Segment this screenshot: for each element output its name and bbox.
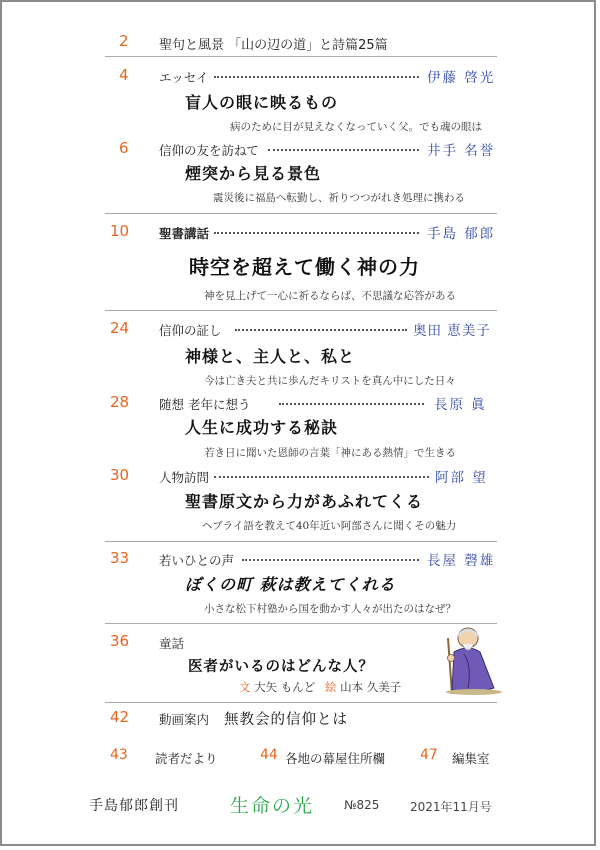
- credit-text-name: 大矢 もんど: [254, 680, 316, 694]
- entry-36-title[interactable]: 医者がいるのはどんな人？: [188, 659, 374, 675]
- credit-art-name: 山本 久美子: [340, 680, 402, 694]
- entry-28-category: 随想 老年に想う: [159, 397, 251, 412]
- entry-36-credits: [239, 679, 401, 695]
- entry-10-author: 手島 郁郎: [427, 226, 496, 242]
- entry-30-subtitle: ヘブライ語を教えて40年近い阿部さんに聞くその魅力: [202, 520, 457, 532]
- entry-30-author: 阿部 望: [435, 470, 488, 486]
- entry-4-author: 伊藤 啓光: [427, 70, 496, 86]
- leader-dots: [214, 76, 419, 78]
- page-number-2: 2: [119, 32, 129, 50]
- entry-36-category: 童話: [159, 636, 185, 651]
- entry-44-title[interactable]: 各地の幕屋住所欄: [285, 751, 386, 766]
- entry-28-subtitle: 若き日に聞いた恩師の言葉「神にある熱情」で生きる: [204, 447, 456, 459]
- page-number-24: 24: [110, 319, 130, 337]
- elderly-man-with-staff-illustration: [434, 622, 504, 696]
- entry-10-category: 聖書講話: [159, 226, 210, 241]
- entry-2-title[interactable]: 聖句と風景 「山の辺の道」と詩篇25篇: [159, 38, 388, 53]
- entry-47-title[interactable]: 編集室: [452, 751, 490, 766]
- page-number-44: 44: [260, 747, 278, 763]
- leader-dots: [214, 476, 429, 478]
- entry-4-title[interactable]: 盲人の眼に映るもの: [185, 93, 339, 112]
- entry-24-title[interactable]: 神様と、主人と、私と: [185, 347, 356, 366]
- issue-number: №825: [344, 798, 380, 812]
- leader-dots: [214, 232, 419, 234]
- credit-art-label: 絵: [324, 680, 337, 694]
- leader-dots: [235, 329, 407, 331]
- entry-28-author: 長原 眞: [434, 397, 487, 413]
- entry-43-title[interactable]: 読者だより: [155, 751, 218, 766]
- entry-42-title[interactable]: 無教会的信仰とは: [224, 712, 348, 728]
- leader-dots: [268, 149, 419, 151]
- entry-10-subtitle: 神を見上げて一心に祈るならば、不思議な応答がある: [204, 290, 456, 302]
- entry-33-title[interactable]: ぼくの町 萩は教えてくれる: [185, 575, 396, 594]
- page-number-43: 43: [110, 747, 128, 763]
- divider: [105, 310, 497, 311]
- entry-24-category: 信仰の証し: [159, 323, 222, 338]
- leader-dots: [279, 403, 424, 405]
- page-number-6: 6: [119, 139, 129, 157]
- entry-42-category: 動画案内: [159, 712, 210, 727]
- entry-6-category: 信仰の友を訪ねて: [159, 143, 259, 158]
- divider: [105, 56, 497, 57]
- page-number-4: 4: [119, 66, 129, 84]
- entry-33-category: 若いひとの声: [159, 553, 235, 568]
- entry-28-title[interactable]: 人生に成功する秘訣: [185, 418, 339, 437]
- page-number-42: 42: [110, 708, 130, 726]
- founder-credit: 手島郁郎創刊: [89, 798, 179, 814]
- page-number-47: 47: [420, 747, 438, 763]
- entry-4-category: エッセイ: [159, 70, 209, 85]
- entry-6-title[interactable]: 煙突から見る景色: [185, 164, 322, 183]
- page-number-36: 36: [110, 632, 130, 650]
- issue-date: 2021年11月号: [410, 800, 492, 814]
- page-number-33: 33: [110, 549, 130, 567]
- divider: [105, 702, 497, 703]
- divider: [105, 541, 497, 542]
- entry-10-title[interactable]: 時空を超えて働く神の力: [189, 255, 420, 279]
- entry-33-subtitle: 小さな松下村塾から国を動かす人々が出たのはなぜ？: [204, 603, 456, 615]
- entry-30-title[interactable]: 聖書原文から力があふれてくる: [185, 492, 424, 511]
- entry-6-subtitle: 震災後に福島へ転勤し、祈りつつがれき処理に携わる: [213, 192, 465, 204]
- entry-33-author: 長屋 磬雄: [427, 553, 496, 569]
- entry-24-author: 奥田 恵美子: [413, 323, 491, 339]
- entry-4-subtitle: 病のために目が見えなくなっていく父。でも魂の眼は: [230, 121, 482, 133]
- divider: [105, 213, 497, 214]
- magazine-title: 生命の光: [230, 795, 315, 817]
- leader-dots: [242, 559, 419, 561]
- page-number-30: 30: [110, 466, 130, 484]
- entry-6-author: 井手 名誉: [427, 143, 496, 159]
- entry-24-subtitle: 今は亡き夫と共に歩んだキリストを真ん中にした日々: [204, 375, 456, 387]
- credit-text-label: 文: [239, 680, 251, 694]
- page-number-28: 28: [110, 393, 130, 411]
- entry-30-category: 人物訪問: [159, 470, 210, 485]
- page-number-10: 10: [110, 222, 130, 240]
